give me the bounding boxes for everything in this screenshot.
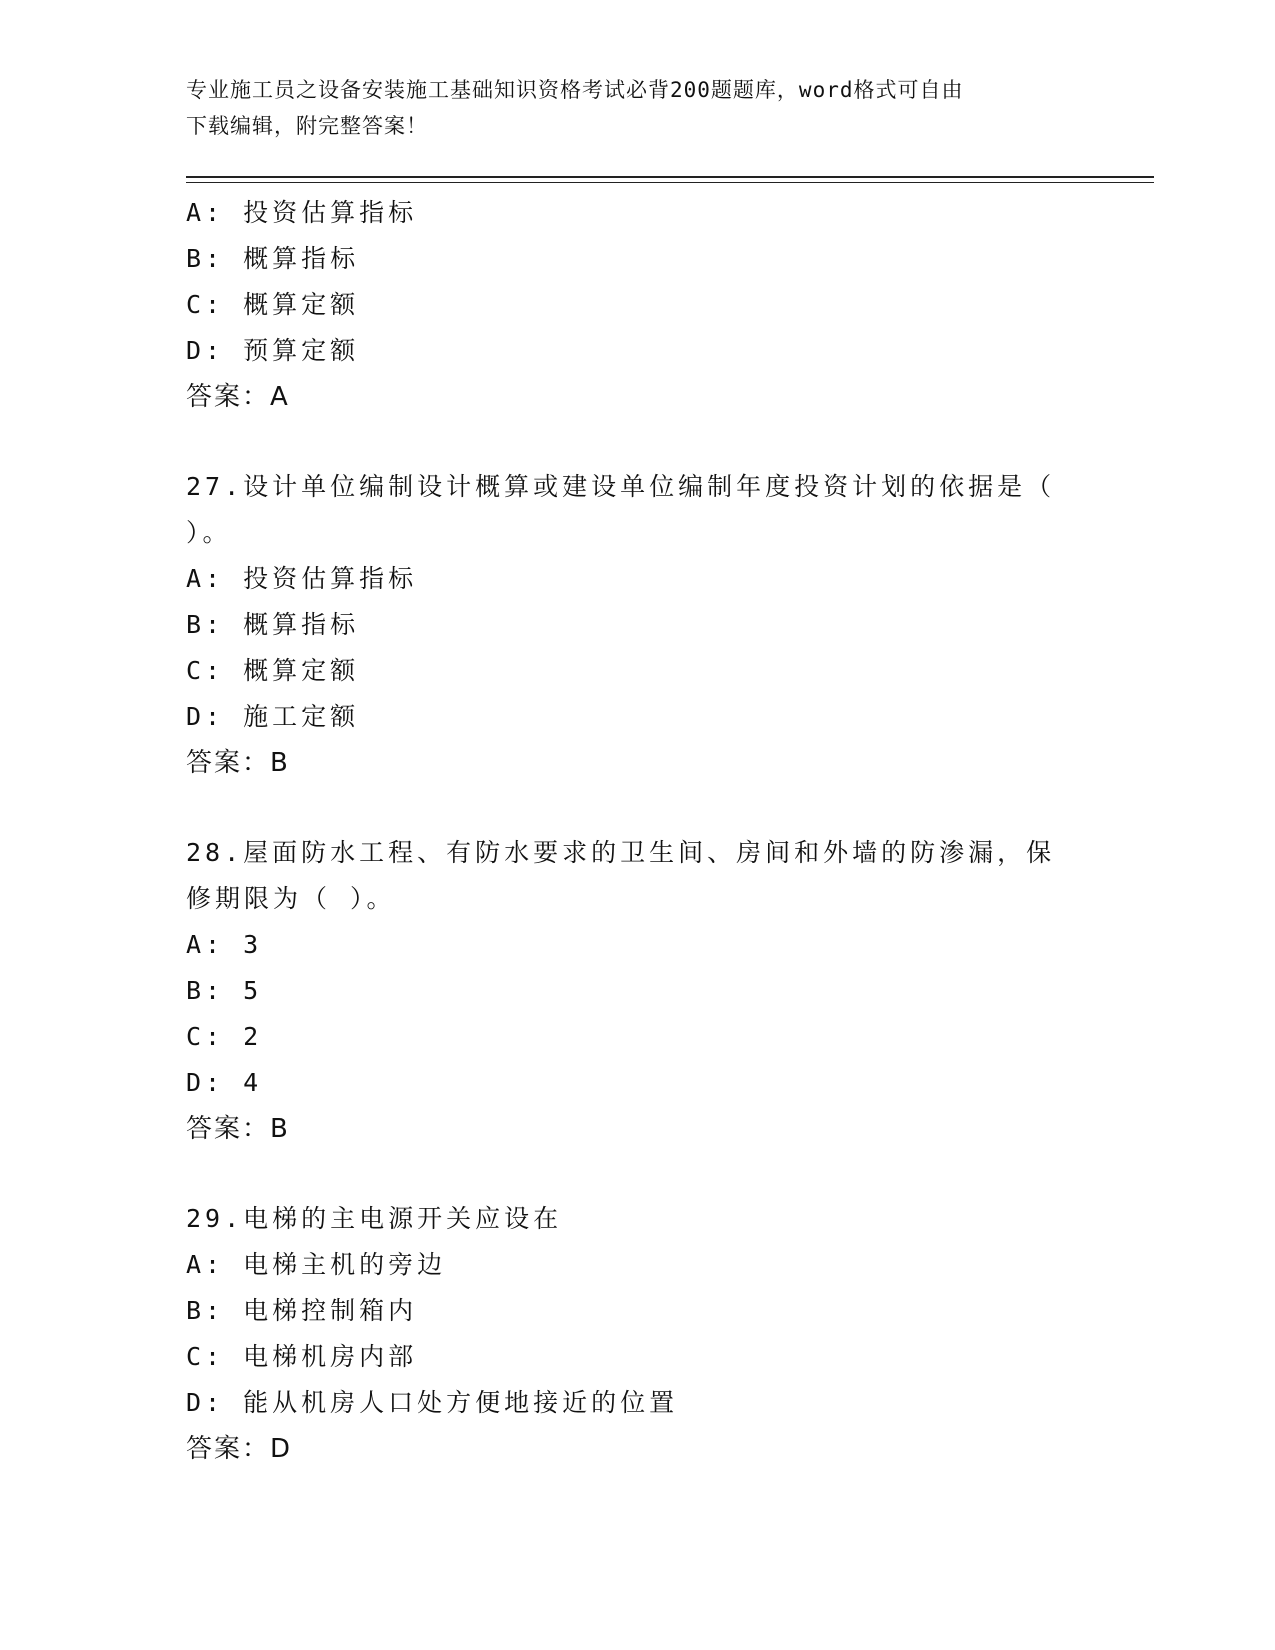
option-c: C: 电梯机房内部 [186,1342,418,1371]
option-b: B: 5 [186,976,263,1005]
spacer [186,786,1086,830]
header-title-line-1: 专业施工员之设备安装施工基础知识资格考试必背200题题库，word格式可自由 [186,78,964,102]
option-b: B: 概算指标 [186,610,360,639]
option-d: D: 4 [186,1068,263,1097]
spacer [186,1152,1086,1196]
question-list [186,190,1086,1472]
question-26-tail [186,190,1086,420]
option-b: B: 电梯控制箱内 [186,1296,418,1325]
question-text: 29.电梯的主电源开关应设在 [186,1204,563,1233]
question-29 [186,1196,1086,1472]
question-27 [186,464,1086,786]
option-a: A: 投资估算指标 [186,198,418,227]
answer-line: 答案：B [186,1114,290,1144]
header-divider-thick [186,176,1154,178]
option-d: D: 施工定额 [186,702,360,731]
option-c: C: 概算定额 [186,290,360,319]
question-28 [186,830,1086,1152]
answer-line: 答案：A [186,382,290,412]
option-a: A: 电梯主机的旁边 [186,1250,447,1279]
option-b: B: 概算指标 [186,244,360,273]
option-a: A: 3 [186,930,263,959]
option-d: D: 预算定额 [186,336,360,365]
document-header [186,72,1086,144]
answer-line: 答案：D [186,1434,293,1464]
question-text: 28.屋面防水工程、有防水要求的卫生间、房间和外墙的防渗漏，保修期限为（ ）。 [186,838,1056,913]
header-title-line-2: 下载编辑，附完整答案！ [186,114,428,138]
header-divider-thin [186,182,1154,183]
option-a: A: 投资估算指标 [186,564,418,593]
option-d: D: 能从机房人口处方便地接近的位置 [186,1388,679,1417]
option-c: C: 概算定额 [186,656,360,685]
spacer [186,420,1086,464]
answer-line: 答案：B [186,748,290,778]
question-text: 27.设计单位编制设计概算或建设单位编制年度投资计划的依据是（ ）。 [186,472,1056,547]
option-c: C: 2 [186,1022,263,1051]
